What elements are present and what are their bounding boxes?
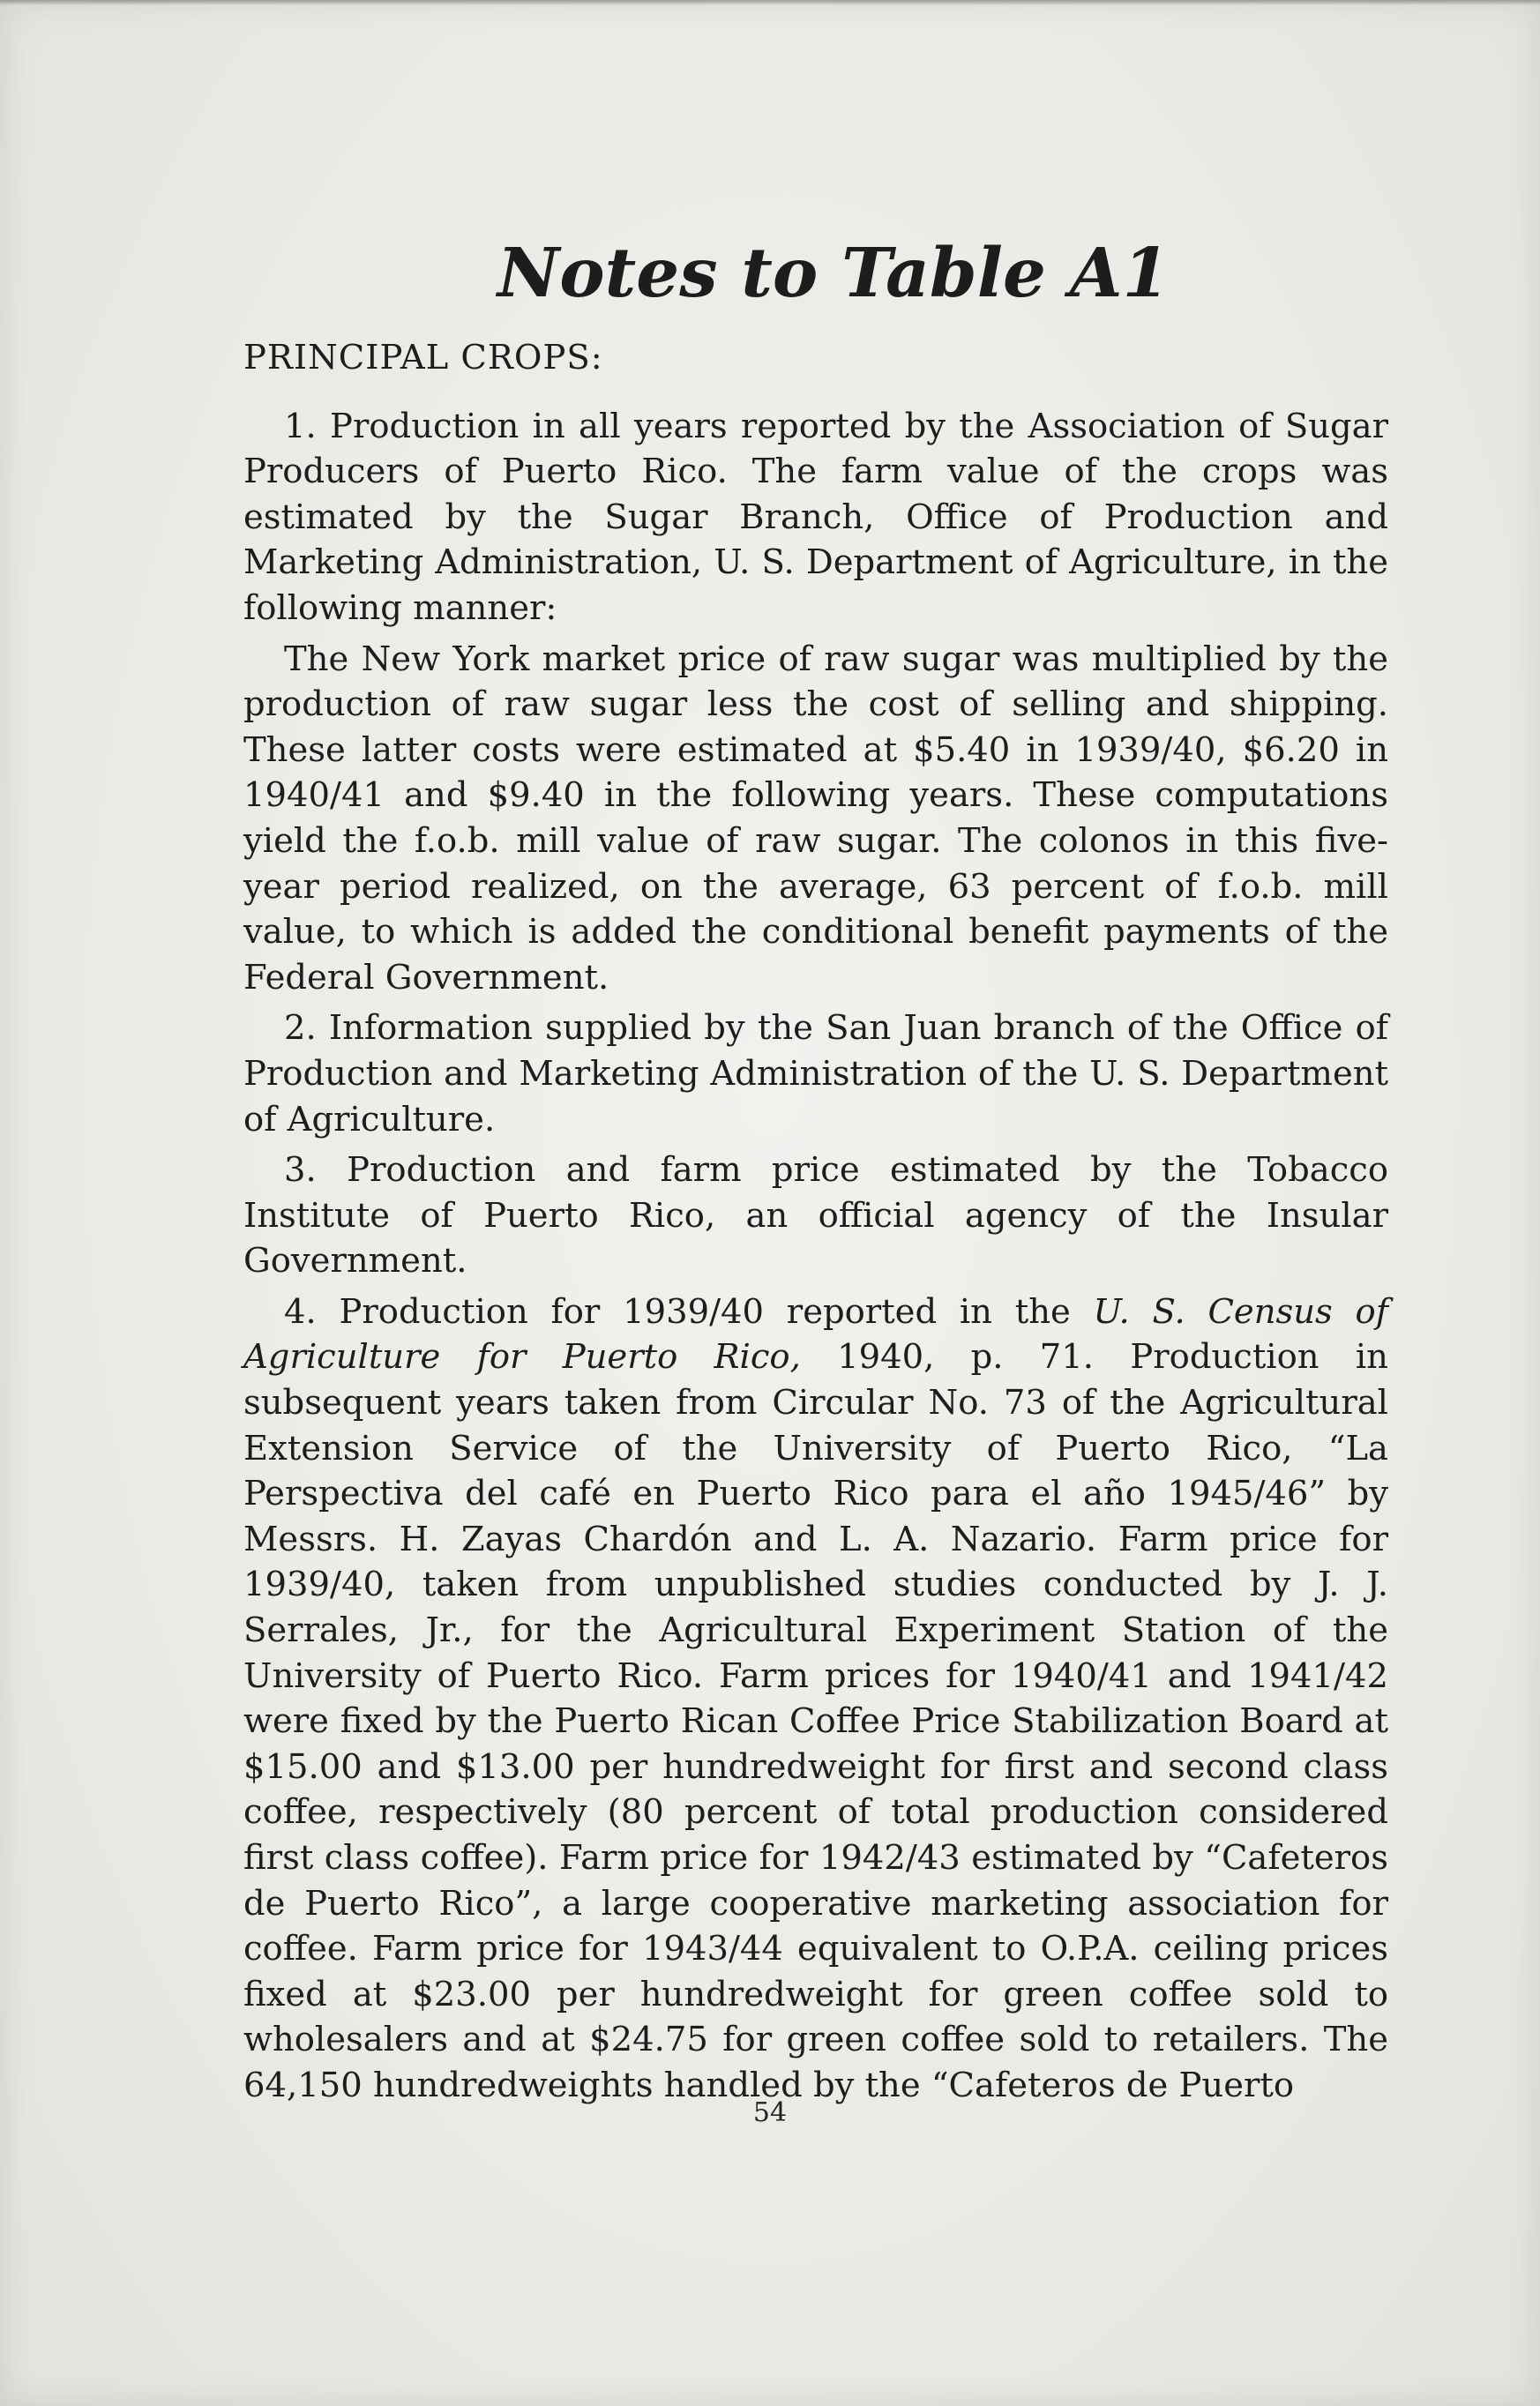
note-4-italic-title: U. S. Census of Agriculture for Puerto Rico, <box>243 1291 1388 1378</box>
note-3-paragraph: 3. Production and farm price estimated by the Tobacco Institute of Puerto Rico, an official agency of the Insular Government. <box>243 1150 1388 1281</box>
note-4-text-rest: 1940, p. 71. Production in subsequent years taken from Circular No. 73 of the Agricultural Extension Service of the University of Puerto Rico, “La Perspectiva del café en Puerto Rico para el año 1945/46” by Messrs. H. Zayas Chardón and L. A. Nazario. Farm price for 1939/40, taken from unpublished studies conducted by J. J. Serrales, Jr., for the Agricultural Experiment Station of the University of Puerto Rico. Farm prices for 1940/41 and 1941/42 were fixed by the Puerto Rican Coffee Price Stabilization Board at $15.00 and $13.00 per hundredweight for first and second class coffee, respectively (80 percent of total production considered first class coffee). Farm price for 1942/43 estimated by “Cafeteros de Puerto Rico”, a large cooperative marketing association for coffee. Farm price for 1943/44 equivalent to O.P.A. ceiling prices fixed at $23.00 per hundredweight for green coffee sold to wholesalers and at $24.75 for green coffee sold to retailers. The 64,150 hundredweights handled by the “Cafeteros de Puerto <box>243 1337 1388 2105</box>
notes-heading: Notes to Table A1 <box>497 234 1170 313</box>
note-4-text-start: 4. Production for 1939/40 reported in the <box>284 1291 1094 1332</box>
page-top-edge <box>0 0 1540 5</box>
section-title: PRINCIPAL CROPS: <box>243 338 603 377</box>
note-1-continuation-paragraph: The New York market price of raw sugar was multiplied by the production of raw sugar less the cost of selling and shipping. These latter costs were estimated at $5.40 in 1939/40, $6.20 in 1940/41 and $9.40 in the following years. These computations yield the f.o.b. mill value of raw sugar. The colonos in this five-year period realized, on the average, 63 percent of f.o.b. mill value, to which is added the conditional benefit payments of the Federal Government. <box>243 639 1388 998</box>
note-1-paragraph: 1. Production in all years reported by the Association of Sugar Producers of Puerto Rico. The farm value of the crops was estimated by the Sugar Branch, Office of Production and Marketing Administration, U. S. Department of Agriculture, in the following manner: <box>243 406 1388 628</box>
page-number: 54 <box>752 2097 788 2128</box>
note-4-paragraph <box>243 1289 1388 2109</box>
note-2-paragraph: 2. Information supplied by the San Juan branch of the Office of Production and Marketing Administration of the U. S. Department of Agriculture. <box>243 1008 1388 1139</box>
page-body <box>243 234 1388 2109</box>
